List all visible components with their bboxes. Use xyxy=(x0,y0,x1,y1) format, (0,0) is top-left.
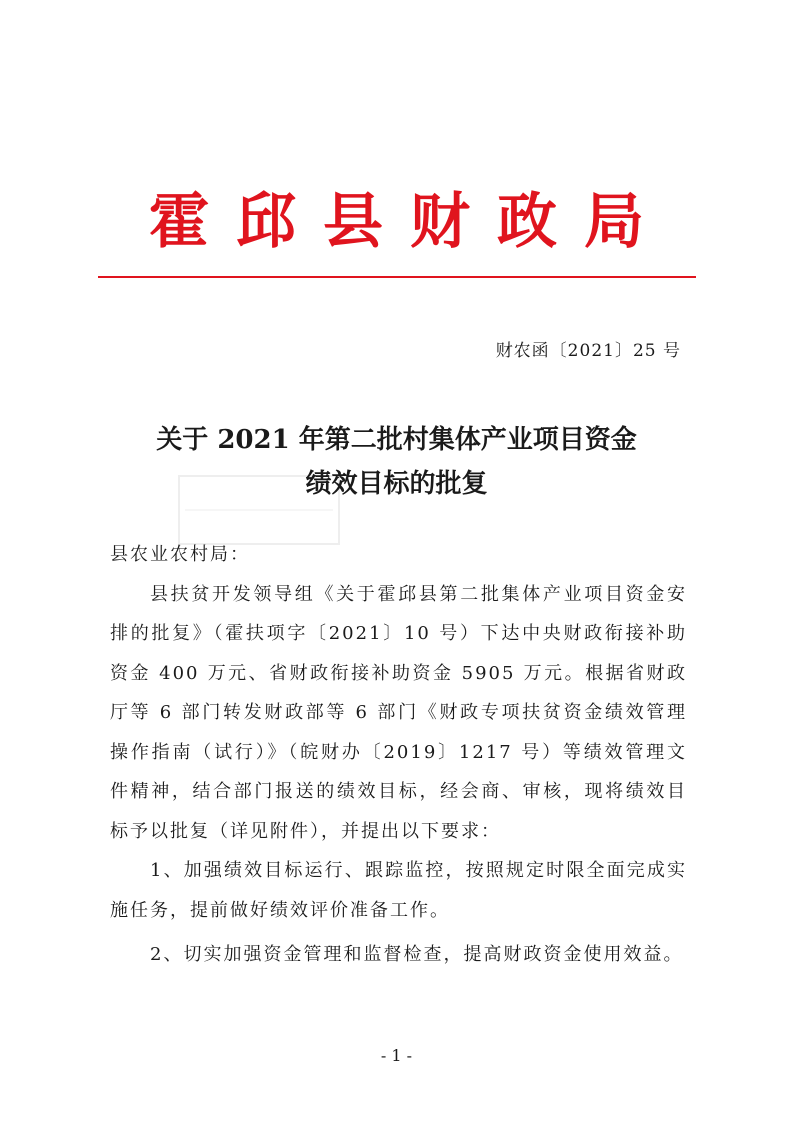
red-header-rule xyxy=(98,276,696,278)
recipient-line: 县农业农村局： xyxy=(110,544,250,565)
document-body xyxy=(110,535,687,975)
body-paragraph: 县扶贫开发领导组《关于霍邱县第二批集体产业项目资金安排的批复》（霍扶项字〔2021〕10 号）下达中央财政衔接补助资金 400 万元、省财政衔接补助资金 5905 万元。根据省财政厅等 6 部门转发财政部等 6 部门《财政专项扶贫资金绩效管理操作指南（试行）》（皖财办〔2019〕1217 号）等绩效管理文件精神，结合部门报送的绩效目标，经会商、审核，现将绩效目标予以批复（详见附件），并提出以下要求： xyxy=(110,583,687,842)
requirement-item-1: 1、加强绩效目标运行、跟踪监控，按照规定时限全面完成实施任务，提前做好绩效评价准备工作。 xyxy=(110,860,687,921)
document-number: 财农函〔2021〕25 号 xyxy=(495,341,681,361)
requirement-item-2: 2、切实加强资金管理和监督检查，提高财政资金使用效益。 xyxy=(150,944,684,965)
document-title-line-1: 关于 2021 年第二批村集体产业项目资金 xyxy=(156,425,637,455)
document-title xyxy=(0,418,793,506)
issuer-heading: 霍邱县财政局 xyxy=(149,187,671,257)
document-title-line-2: 绩效目标的批复 xyxy=(305,469,488,499)
page-number: - 1 - xyxy=(380,1046,413,1065)
